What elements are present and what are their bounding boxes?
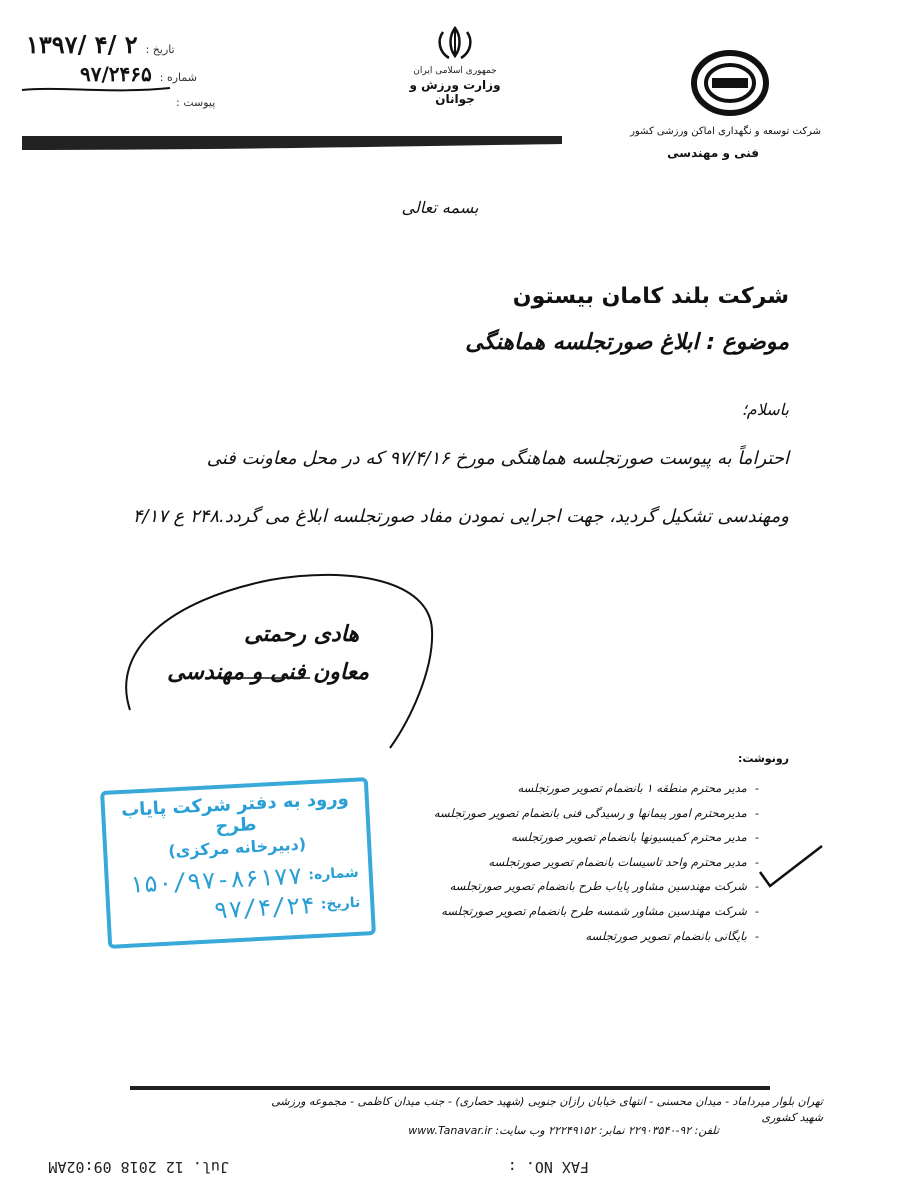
salutation: باسلام؛ bbox=[741, 400, 789, 419]
attachment-row bbox=[176, 96, 215, 109]
attachment-label: پیوست : bbox=[176, 96, 216, 109]
footer-contact: تلفن: ۹۲-۲۲۹۰۳۵۴۰ نمابر: ۲۲۲۴۹۱۵۲ وب سایت: www.Tanavar.ir bbox=[408, 1124, 719, 1137]
number-value: ۹۷/۲۴۶۵ bbox=[80, 62, 152, 86]
emblem-block bbox=[400, 26, 510, 106]
body-line-2: ومهندسی تشکیل گردید، جهت اجرایی نمودن مفاد صورتجلسه ابلاغ می گردد.۲۴۸ ع ۴/۱۷ bbox=[132, 506, 789, 527]
footer-rule bbox=[130, 1086, 770, 1090]
date-value: ۱۳۹۷/ ۴/ ۲ bbox=[26, 30, 138, 59]
cc-heading: رونوشت: bbox=[737, 752, 789, 765]
footer-address: تهران بلوار میرداماد - میدان محسنی - انتهای خیابان رازان جنوبی (شهید حصاری) - جنب میدان کاظمی - مجموعه ورزشی شهید کشوری bbox=[271, 1095, 823, 1124]
date-row bbox=[26, 30, 175, 59]
emblem-caption: جمهوری اسلامی ایران bbox=[413, 66, 497, 76]
number-scribble bbox=[20, 84, 180, 98]
stamp-subtitle: (دبیرخانه مرکزی) bbox=[167, 834, 307, 861]
cc-list bbox=[339, 776, 759, 948]
ministry-name: وزارت ورزش و جوانان bbox=[409, 78, 501, 106]
checkmark-icon bbox=[756, 842, 826, 892]
cc-item-text: مدیر محترم منطقه ۱ بانضمام تصویر صورتجلسه bbox=[517, 781, 747, 795]
date-label: تاریخ : bbox=[145, 43, 175, 56]
stamp-number-value: ۱۵۰/۹۷-۸۶۱۷۷ bbox=[128, 861, 304, 899]
cc-item: -شرکت مهندسین مشاور شمسه طرح بانضمام تصویر صورتجلسه bbox=[441, 903, 759, 918]
company-name: شرکت توسعه و نگهداری اماکن ورزشی کشور bbox=[630, 126, 821, 137]
cc-item: -شرکت مهندسین مشاور پایاب طرح بانضمام تصویر صورتجلسه bbox=[449, 879, 759, 894]
cc-item-text: مدیر محترم واحد تاسیسات بانضمام تصویر صورتجلسه bbox=[488, 854, 747, 869]
fax-header-line bbox=[0, 1152, 919, 1180]
body-line-1: احتراماً به پیوست صورتجلسه هماهنگی مورخ ۹۷/۴/۱۶ که در محل معاونت فنی bbox=[206, 448, 789, 469]
company-logo-icon bbox=[690, 48, 770, 118]
stamp-date-label: تاریخ: bbox=[320, 894, 361, 913]
subject: موضوع : ابلاغ صورتجلسه هماهنگی bbox=[465, 330, 789, 355]
cc-item-text: شرکت مهندسین مشاور پایاب طرح بانضمام تصویر صورتجلسه bbox=[449, 879, 747, 894]
stamp-number-label: شماره: bbox=[307, 864, 360, 884]
cc-item: -مدیر محترم منطقه ۱ بانضمام تصویر صورتجلسه bbox=[517, 781, 759, 795]
fax-from: FAX NO. : bbox=[507, 1158, 589, 1176]
signatory-title: معاون فنی و مهندسی bbox=[167, 660, 369, 685]
number-row bbox=[80, 62, 197, 86]
header-rule bbox=[22, 134, 562, 152]
cc-item-text: مدیر محترم کمیسیونها بانضمام تصویر صورتجلسه bbox=[511, 830, 747, 845]
cc-item: -مدیر محترم واحد تاسیسات بانضمام تصویر صورتجلسه bbox=[488, 854, 759, 869]
company-department: فنی و مهندسی bbox=[667, 146, 759, 160]
recipient: شرکت بلند کامان بیستون bbox=[512, 284, 789, 309]
stamp-date-value: ۹۷/۴/۲۴ bbox=[213, 891, 316, 925]
cc-item: -مدیر محترم کمیسیونها بانضمام تصویر صورتجلسه bbox=[511, 830, 759, 845]
fax-time: Jul. 12 2018 09:02AM bbox=[48, 1158, 229, 1176]
number-label: شماره : bbox=[159, 71, 197, 84]
cc-item-text: مدیرمحترم امور پیمانها و رسیدگی فنی بانضمام تصویر صورتجلسه bbox=[433, 805, 747, 820]
basmala: بسمه تعالی bbox=[401, 198, 479, 217]
signatory-name: هادی رحمتی bbox=[244, 622, 359, 647]
cc-item: -بایگانی بانضمام تصویر صورتجلسه bbox=[585, 928, 759, 943]
cc-item-text: شرکت مهندسین مشاور شمسه طرح بانضمام تصویر صورتجلسه bbox=[441, 903, 747, 918]
cc-item: -مدیرمحترم امور پیمانها و رسیدگی فنی بانضمام تصویر صورتجلسه bbox=[433, 805, 759, 820]
receipt-stamp bbox=[100, 777, 376, 949]
stamp-title: ورود به دفتر شرکت پایاب طرح bbox=[120, 788, 350, 838]
iran-emblem-icon bbox=[435, 26, 475, 60]
cc-item-text: بایگانی بانضمام تصویر صورتجلسه bbox=[585, 928, 747, 943]
signature-scribble bbox=[110, 560, 440, 750]
